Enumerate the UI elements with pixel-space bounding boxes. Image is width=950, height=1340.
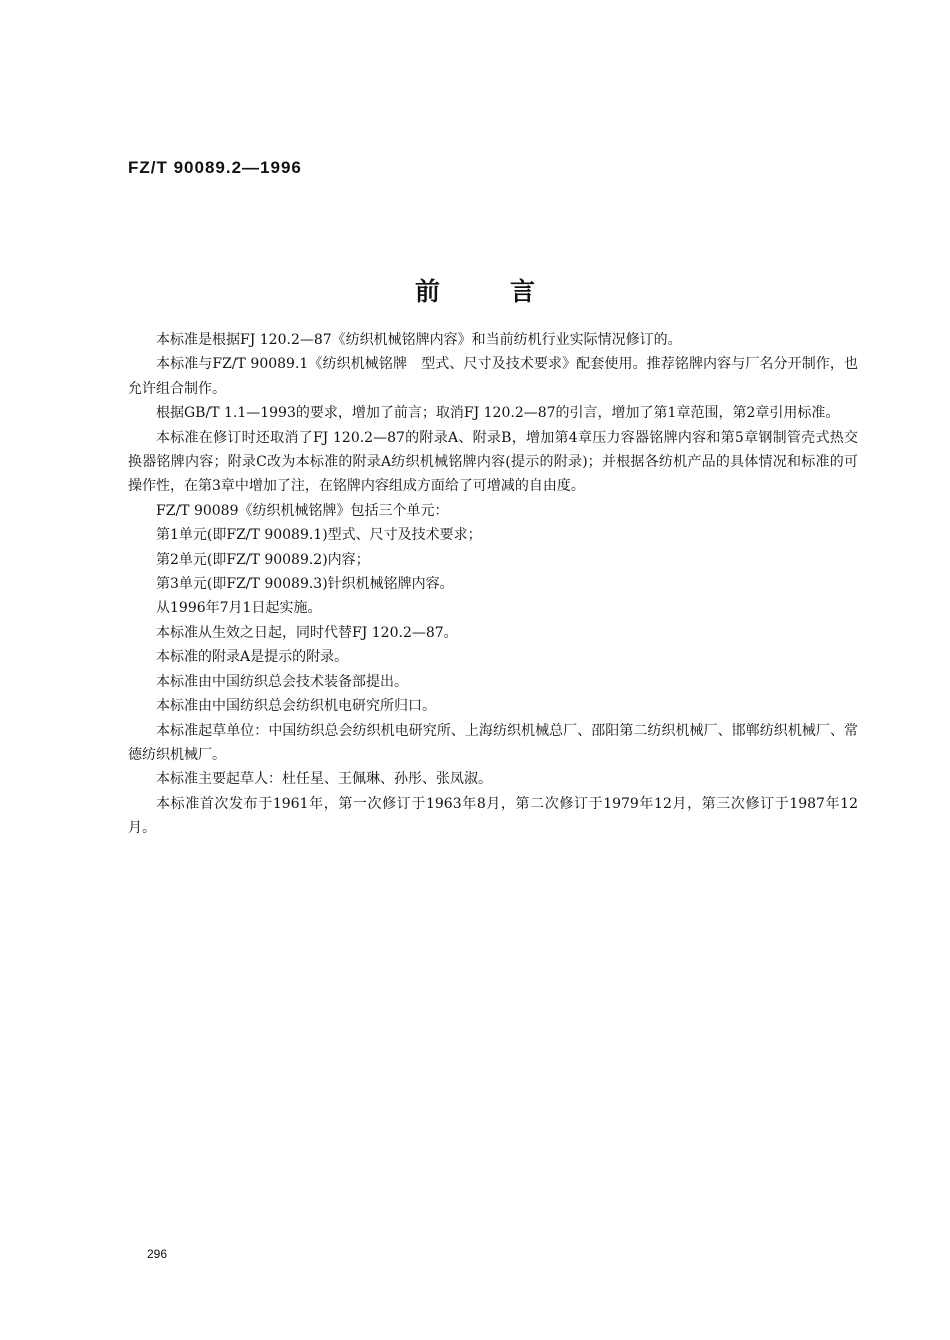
paragraph: 本标准从生效之日起，同时代替FJ 120.2—87。 bbox=[156, 624, 458, 641]
paragraph: 本标准由中国纺织总会技术装备部提出。 bbox=[156, 673, 408, 690]
paragraph: 本标准起草单位：中国纺织总会纺织机电研究所、上海纺织机械总厂、邵阳第二纺织机械厂、邯郸纺织机械厂、常德纺织机械厂。 bbox=[128, 722, 858, 763]
paragraph: 本标准与FZ/T 90089.1《纺织机械铭牌 型式、尺寸及技术要求》配套使用。推荐铭牌内容与厂名分开制作，也允许组合制作。 bbox=[128, 356, 858, 397]
paragraph: 第1单元(即FZ/T 90089.1)型式、尺寸及技术要求； bbox=[156, 527, 482, 544]
paragraph: 根据GB/T 1.1—1993的要求，增加了前言；取消FJ 120.2—87的引言，增加了第1章范围，第2章引用标准。 bbox=[156, 405, 840, 422]
paragraph: 本标准首次发布于1961年，第一次修订于1963年8月，第二次修订于1979年12月，第三次修订于1987年12月。 bbox=[128, 795, 858, 837]
paragraph: 第2单元(即FZ/T 90089.2)内容； bbox=[156, 551, 370, 568]
foreword-body bbox=[128, 328, 858, 841]
standard-code: FZ/T 90089.2—1996 bbox=[128, 158, 302, 177]
paragraph: 本标准主要起草人：杜任星、王佩琳、孙彤、张凤淑。 bbox=[156, 771, 492, 788]
paragraph: FZ/T 90089《纺织机械铭牌》包括三个单元： bbox=[156, 502, 449, 519]
paragraph: 第3单元(即FZ/T 90089.3)针织机械铭牌内容。 bbox=[156, 576, 454, 593]
paragraph: 本标准在修订时还取消了FJ 120.2—87的附录A、附录B，增加第4章压力容器铭牌内容和第5章钢制管壳式热交换器铭牌内容；附录C改为本标准的附录A纺织机械铭牌内容(提示的附录)；并根据各纺机产品的具体情况和标准的可操作性，在第3章中增加了注，在铭牌内容组成方面给了可增减的自由度。 bbox=[128, 429, 858, 495]
page-number: 296 bbox=[147, 1247, 168, 1261]
paragraph: 本标准是根据FJ 120.2—87《纺织机械铭牌内容》和当前纺机行业实际情况修订的。 bbox=[156, 332, 682, 348]
paragraph: 从1996年7月1日起实施。 bbox=[156, 600, 322, 617]
page-title: 前言 bbox=[414, 277, 605, 306]
paragraph: 本标准由中国纺织总会纺织机电研究所归口。 bbox=[156, 698, 436, 715]
paragraph: 本标准的附录A是提示的附录。 bbox=[156, 649, 349, 666]
